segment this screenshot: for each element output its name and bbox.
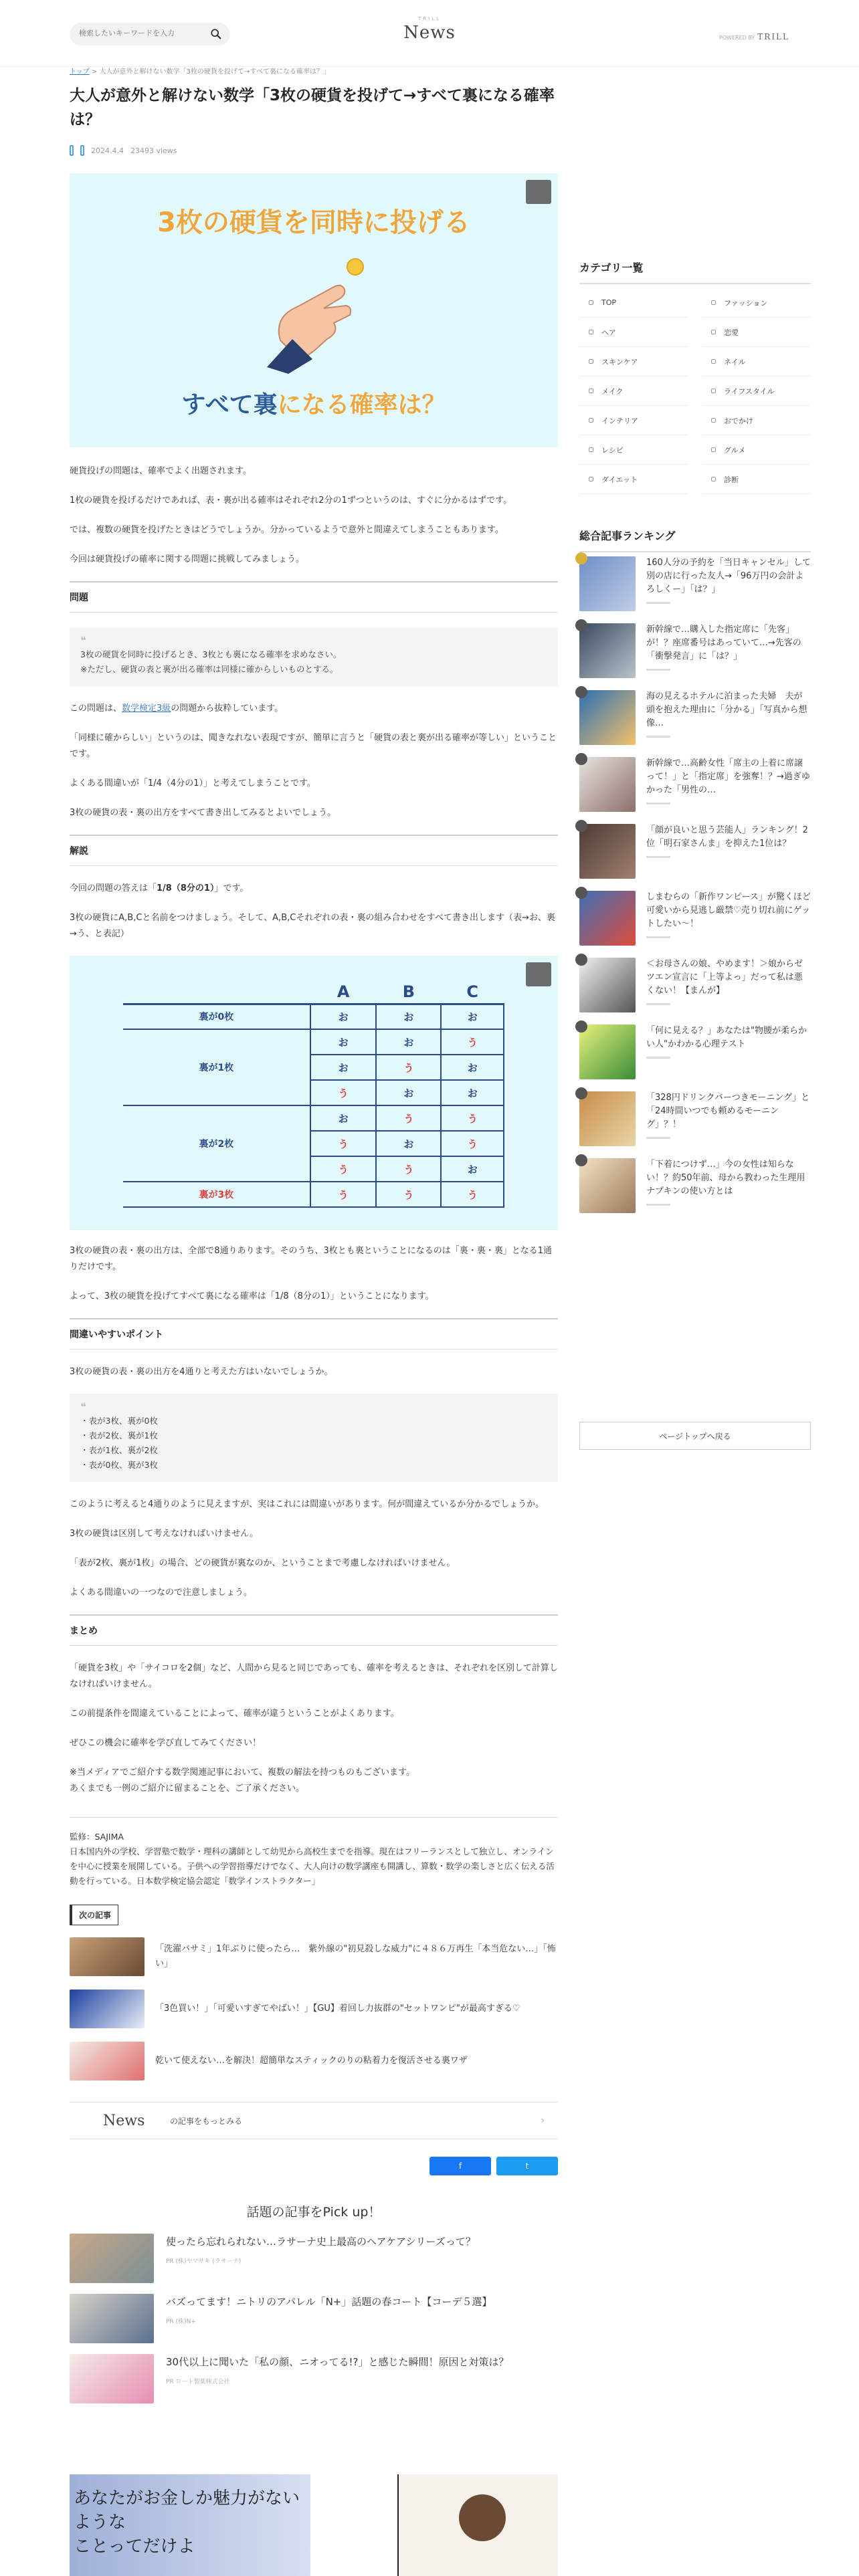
coin-table-cell: う (310, 1080, 377, 1105)
coin-table-cell: お (441, 1004, 504, 1029)
pickup-thumb[interactable] (70, 2234, 154, 2283)
mistake-list (70, 1394, 558, 1482)
ranking-item[interactable] (579, 1158, 811, 1221)
mistake-item: ・表が3枚、裏が0枚 (80, 1416, 158, 1426)
mistake-item: ・表が2枚、裏が1枚 (80, 1430, 158, 1440)
coin-table-cell: お (310, 1105, 377, 1131)
next-article-item[interactable] (70, 1988, 558, 2030)
category-bullet-icon (711, 330, 716, 334)
mistake-after-1: このように考えると4通りのように見えますが、実はこれには間違いがあります。何が間違えているか分かるでしょうか。 (70, 1499, 545, 1509)
category-bullet-icon (589, 447, 593, 452)
site-logo[interactable]: News (403, 23, 456, 43)
coin-table-cell: お (441, 1156, 504, 1182)
category-item[interactable] (579, 406, 688, 435)
category-item[interactable] (702, 318, 811, 347)
next-article-title[interactable]: 「洗濯バサミ」1年ぶりに使ったら… 紫外線の"初見殺しな威力"に４８６万再生「本当危ない…」「怖い」 (155, 1944, 556, 1969)
coin-table-cell: お (441, 1080, 504, 1105)
pickup-item-source: PR (株)ヤマサキ (ラサーナ) (166, 2258, 242, 2265)
category-item[interactable] (702, 347, 811, 377)
table-col-b: B (376, 981, 441, 1004)
problem-quote-line1: 3枚の硬貨を同時に投げるとき、3枚とも裏になる確率を求めなさい。 (80, 649, 342, 659)
ranking-source-placeholder (646, 602, 670, 604)
article-views: 23493 views (130, 146, 177, 155)
category-item[interactable] (702, 406, 811, 435)
next-article-thumb[interactable] (70, 2042, 145, 2080)
ranking-item[interactable] (579, 1091, 811, 1154)
category-label[interactable]: ネイル (724, 357, 746, 366)
math-exam-link[interactable]: 数学検定3級 (122, 704, 171, 714)
next-article-tag: 次の記事 (70, 1905, 118, 1925)
problem-quote (70, 627, 558, 686)
ranking-thumb[interactable] (579, 757, 636, 812)
coin-table-group-label: 裏が1枚 (123, 1029, 310, 1105)
coin-table-row (123, 1029, 504, 1055)
coin-table-cell: お (441, 1055, 504, 1080)
table-col-c: C (441, 981, 504, 1004)
ranking-item[interactable] (579, 556, 811, 619)
mistake-item: ・表が0枚、裏が3枚 (80, 1460, 158, 1470)
ad-character-head (459, 2494, 506, 2541)
coin-table-group-label: 裏が0枚 (123, 1004, 310, 1029)
problem-note-2: 「同様に確からしい」というのは、聞きなれない表現ですが、簡単に言うと「硬貨の表と裏が出る確率が等しい」ということです。 (70, 733, 557, 759)
ad-manga-illustration[interactable] (397, 2474, 558, 2576)
ranking-badge (575, 1021, 587, 1033)
ranking-thumb[interactable] (579, 824, 636, 879)
coin-table-cell: お (376, 1004, 441, 1029)
category-bullet-icon (589, 330, 593, 334)
coin-table-cell: お (376, 1131, 441, 1156)
ranking-badge (575, 820, 587, 832)
pickup-thumb[interactable] (70, 2294, 154, 2343)
pickup-title: 話題の記事をPick up！ (246, 2205, 381, 2220)
category-item[interactable] (702, 465, 811, 494)
ranking-thumb[interactable] (579, 556, 636, 611)
next-article-title[interactable]: 乾いて使えない…を解決！超簡単なスティックのりの粘着力を復活させる裏ワザ (155, 2056, 468, 2066)
ranking-item[interactable] (579, 690, 811, 753)
ranking-title[interactable]: 「328円ドリンクバーつきモーニング」と「24時間いつでも頼めるモーニング」？！ (646, 1093, 809, 1130)
banner-text[interactable]: の記事をもっとみる (170, 2116, 243, 2126)
category-item[interactable] (702, 435, 811, 465)
ranking-title[interactable]: しまむらの「新作ワンピース」が驚くほど可愛いから見逃し厳禁♡売り切れ前にゲットしたい〜！ (646, 892, 811, 929)
mistake-item: ・表が1枚、裏が2枚 (80, 1445, 158, 1455)
coin-table-cell: う (376, 1156, 441, 1182)
ranking-title[interactable]: 新幹線で…高齢女性「席主の上着に席譲って！」と「指定席」を強奪！？→過ぎゆかった「男性の… (646, 758, 810, 795)
category-label[interactable]: インテリア (601, 416, 638, 425)
answer-bold: 1/8（8分の1） (157, 883, 215, 893)
summary-p3: ぜひこの機会に確率を学び直してみてください！ (70, 1738, 262, 1748)
ranking-item[interactable] (579, 757, 811, 820)
ranking-thumb[interactable] (579, 1158, 636, 1213)
answer-heading: 解説 (70, 835, 558, 866)
article-meta (70, 144, 558, 157)
category-bullet-icon (711, 300, 716, 305)
category-bullet-icon (589, 359, 593, 364)
ranking-title[interactable]: 新幹線で…購入した指定席に「先客」が！？座席番号はあっていて…→先客の「衝撃発言」に「は？」 (646, 625, 801, 661)
mistake-p1: 3枚の硬貨の表・裏の出方を4通りと考えた方はいないでしょうか。 (70, 1367, 333, 1377)
ranking-thumb[interactable] (579, 690, 636, 745)
sidebar (579, 259, 811, 1450)
logo-superscript: TRILL (417, 16, 441, 21)
category-bullet-icon (711, 477, 716, 481)
facebook-mini-icon[interactable] (70, 145, 74, 156)
coin-outcomes-image (70, 956, 558, 1230)
category-bullet-icon (589, 477, 593, 481)
answer-p2: 3枚の硬貨にA,B,Cと名前をつけましょう。そして、A,B,Cそれぞれの表・裏の組み合わせをすべて書き出します（表→お、裏→う、と表記） (70, 913, 555, 939)
answer-pre: 今回の問題の答えは「 (70, 883, 157, 893)
category-label[interactable]: おでかけ (724, 416, 753, 425)
ranking-heading: 総合記事ランキング (579, 528, 811, 552)
category-label[interactable]: ファッション (724, 298, 768, 308)
ranking-source-placeholder (646, 1137, 670, 1139)
problem-note-3: よくある間違いが「1/4（4分の1）」と考えてしまうことです。 (70, 778, 316, 788)
problem-quote-line2: ※ただし、硬貨の表と裏が出る確率は同様に確からしいものとする。 (80, 664, 339, 674)
ranking-badge (575, 619, 587, 631)
ranking-item[interactable] (579, 891, 811, 954)
coin-table-row (123, 1004, 504, 1029)
gallery-icon[interactable] (526, 962, 551, 986)
note-prefix: この問題は、 (70, 704, 122, 714)
category-label[interactable]: 恋愛 (724, 328, 739, 337)
twitter-icon: t (525, 2161, 529, 2171)
coin-table-cell: う (310, 1182, 377, 1207)
mistake-after-2: 3枚の硬貨は区別して考えなければいけません。 (70, 1529, 259, 1539)
ranking-badge (575, 954, 587, 966)
table-col-a: A (310, 981, 377, 1004)
quote-icon: ❝ (80, 1400, 86, 1413)
supervisor-text: 日本国内外の学校、学習塾で数学・理科の講師として幼児から高校生までを指導。現在はフリーランスとして独立し、オンラインを中心に授業を展開している。子供への学習指導だけでなく、大人向けの数学講座も開講し、算数・数学の楽しさと広く伝える活動を行っている。日本数学検定協会認定「数学インストラクター」 (70, 1846, 555, 1886)
mistake-heading: 間違いやすいポイント (70, 1318, 558, 1350)
bottom-ad[interactable] (70, 2474, 558, 2576)
ranking-badge (575, 753, 587, 765)
after-table-p2: よって、3枚の硬貨を投げてすべて裏になる確率は「1/8（8分の1）」ということになります。 (70, 1291, 434, 1301)
coin-table-cell: う (376, 1055, 441, 1080)
hero-line1: 3枚の硬貨を同時に投げる (157, 207, 470, 238)
ranking-list (579, 556, 811, 1221)
site-header (0, 0, 859, 67)
intro-p1: 硬貨投げの問題は、確率でよく出題されます。 (70, 466, 252, 476)
ranking-title[interactable]: 「何に見える？」あなたは"物腰が柔らかい人"かわかる心理テスト (646, 1026, 807, 1049)
summary-p1: 「硬貨を3枚」や「サイコロを2個」など、人間から見ると同じであっても、確率を考えるときは、それぞれを区別して計算しなければいけません。 (70, 1663, 558, 1689)
coin-table-row (123, 1182, 504, 1207)
hero-line2-blue: すべて裏 (181, 391, 278, 419)
hand-tossing-coin-illustration (260, 253, 374, 374)
hero-image (70, 173, 558, 447)
breadcrumb: トップ > 大人が意外と解けない数学「3枚の硬貨を投げて→すべて裏になる確率は？」 (70, 68, 330, 76)
ranking-item[interactable] (579, 1025, 811, 1087)
breadcrumb-current: 大人が意外と解けない数学「3枚の硬貨を投げて→すべて裏になる確率は？」 (99, 68, 330, 76)
next-article-item[interactable] (70, 2040, 558, 2082)
powered-by (719, 32, 789, 41)
ranking-item[interactable] (579, 824, 811, 887)
facebook-icon: f (458, 2161, 462, 2171)
chevron-right-icon: › (541, 2115, 545, 2126)
divider (70, 1817, 558, 1818)
ranking-title[interactable]: 「下着につけず…」今の女性は知らない！？約50年前、母から教わった生理用ナプキンの使い方とは (646, 1160, 805, 1196)
coin-table-cell: う (310, 1156, 377, 1182)
ranking-badge (575, 1154, 587, 1166)
more-articles-banner[interactable] (70, 2102, 558, 2139)
category-item[interactable] (579, 435, 688, 465)
ranking-thumb[interactable] (579, 623, 636, 678)
category-item[interactable] (579, 347, 688, 377)
ranking-badge (575, 686, 587, 698)
category-label[interactable]: グルメ (724, 445, 746, 455)
intro-p4: 今回は硬貨投げの確率に関する問題に挑戦してみましょう。 (70, 554, 305, 564)
pickup-item-source: PR ロート製薬株式会社 (166, 2379, 230, 2385)
category-item[interactable] (702, 377, 811, 406)
coin-table-cell: う (310, 1131, 377, 1156)
hero-line2-orange: になる確率は？ (277, 391, 446, 419)
ranking-source-placeholder (646, 736, 670, 738)
supervisor-title: 監修：SAJIMA (70, 1832, 124, 1842)
coin-table-cell: う (376, 1182, 441, 1207)
ranking-thumb[interactable] (579, 1025, 636, 1079)
ranking-source-placeholder (646, 802, 670, 804)
coin-table-cell: う (441, 1105, 504, 1131)
mistake-after-4: よくある間違いの一つなので注意しましょう。 (70, 1588, 253, 1598)
share-buttons (70, 2157, 558, 2175)
category-label[interactable]: ダイエット (601, 475, 638, 484)
category-label[interactable]: レシピ (601, 445, 624, 455)
next-article-item[interactable] (70, 1936, 558, 1977)
category-bullet-icon (711, 447, 716, 452)
category-bullet-icon (711, 359, 716, 364)
pickup-item-title[interactable]: バズってます！ニトリのアパレル「N+」話題の春コート【コーデ５選】 (166, 2296, 492, 2308)
ranking-badge (575, 552, 587, 564)
ranking-item[interactable] (579, 958, 811, 1021)
intro-p3: では、複数の硬貨を投げたときはどうでしょうか。分かっているようで意外と間違えてしまうこともあります。 (70, 525, 504, 535)
category-item[interactable] (579, 377, 688, 406)
breadcrumb-home[interactable]: トップ (70, 68, 90, 76)
category-list (579, 288, 811, 494)
hero-line2 (70, 386, 558, 420)
ranking-item[interactable] (579, 623, 811, 686)
ranking-title[interactable]: ＜お母さんの娘、やめます！＞娘からゼツエン宣言に「上等よっ」だって私は悪くない！【まんが】 (646, 959, 803, 996)
after-table-p1: 3枚の硬貨の表・裏の出方は、全部で8通りあります。そのうち、3枚とも裏ということになるのは「裏・裏・裏」となる1通りだけです。 (70, 1246, 553, 1272)
gallery-icon[interactable] (526, 180, 551, 204)
coin-table-cell: お (376, 1029, 441, 1055)
summary-heading: まとめ (70, 1614, 558, 1646)
coin-table-cell: お (376, 1080, 441, 1105)
category-label[interactable]: 診断 (724, 475, 739, 484)
category-label[interactable]: TOP (601, 298, 617, 307)
twitter-share-button[interactable] (496, 2157, 558, 2175)
category-bullet-icon (711, 389, 716, 393)
ranking-thumb[interactable] (579, 958, 636, 1012)
supervisor-block (70, 1830, 558, 1889)
category-item[interactable] (579, 465, 688, 494)
article-main (70, 66, 558, 2414)
category-bullet-icon (589, 418, 593, 423)
ranking-title[interactable]: 160人分の予約を「当日キャンセル」して別の店に行った友人→「96万円の会計よろしくー」「は？」 (646, 558, 811, 595)
ranking-source-placeholder (646, 936, 670, 938)
problem-note-1 (70, 701, 558, 717)
ranking-badge (575, 1087, 587, 1099)
answer-p1 (70, 881, 558, 897)
category-label[interactable]: スキンケア (601, 357, 638, 366)
coin-table-cell: お (310, 1055, 377, 1080)
pickup-item[interactable] (70, 2234, 558, 2283)
category-label[interactable]: ヘア (601, 328, 616, 337)
ranking-title[interactable]: 「顔が良いと思う芸能人」ランキング！2位「明石家さんま」を抑えた1位は？ (646, 825, 808, 849)
summary-p2: この前提条件を間違えていることによって、確率が違うということがよくあります。 (70, 1709, 399, 1719)
category-bullet-icon (711, 418, 716, 423)
ranking-source-placeholder (646, 1204, 670, 1206)
answer-post: 」です。 (214, 883, 249, 893)
pickup-item-source: PR (株)N+ (166, 2319, 196, 2325)
article-title: 大人が意外と解けない数学「3枚の硬貨を投げて→すべて裏になる確率は？ (70, 87, 555, 128)
ranking-source-placeholder (646, 669, 670, 671)
coin-table-cell: お (310, 1004, 377, 1029)
ranking-source-placeholder (646, 1057, 670, 1059)
powered-by-brand[interactable]: TRILL (757, 32, 789, 41)
pickup-item-title[interactable]: 使ったら忘れられない…ラサーナ史上最高のヘアケアシリーズって？ (166, 2236, 476, 2248)
facebook-share-button[interactable] (430, 2157, 491, 2175)
table-corner (123, 981, 310, 1004)
banner-logo[interactable]: News (103, 2112, 145, 2129)
powered-by-label: POWERED BY (719, 35, 755, 41)
category-heading: カテゴリ一覧 (579, 259, 811, 284)
ranking-source-placeholder (646, 856, 670, 858)
coin-table-group-label: 裏が2枚 (123, 1105, 310, 1182)
coin-table-cell: う (441, 1182, 504, 1207)
page-top-button[interactable]: ページトップへ戻る (579, 1422, 811, 1450)
category-label[interactable]: メイク (601, 387, 624, 396)
twitter-mini-icon[interactable] (80, 145, 84, 156)
pickup-item[interactable] (70, 2354, 558, 2403)
quote-icon: ❝ (80, 634, 86, 647)
next-article-title[interactable]: 「3色買い！」「可愛いすぎてやばい！」【GU】着回し力抜群の"セットワンピ"が最高すぎる♡ (155, 2004, 520, 2014)
ranking-source-placeholder (646, 1003, 670, 1005)
ranking-badge (575, 887, 587, 899)
coin-table-cell: う (441, 1029, 504, 1055)
mistake-after-3: 「表が2枚、裏が1枚」の場合、どの硬貨が裏なのか、ということまで考慮しなければいけません。 (70, 1558, 456, 1568)
intro-p2: 1枚の硬貨を投げるだけであれば、表・裏が出る確率はそれぞれ2分の1ずつというのは、すぐに分かるはずです。 (70, 496, 512, 506)
next-article-thumb[interactable] (70, 1990, 145, 2028)
pickup-thumb[interactable] (70, 2354, 154, 2403)
note-suffix: の問題から抜粋しています。 (171, 704, 284, 714)
problem-note-4: 3枚の硬貨の表・裏の出方をすべて書き出してみるとよいでしょう。 (70, 808, 337, 818)
coin-table-cell: う (376, 1105, 441, 1131)
ad-manga-panel-text[interactable]: あなたがお金しか魅力がないような ことってだけよ (70, 2474, 310, 2576)
ranking-title[interactable]: 海の見えるホテルに泊まった夫婦 夫が頭を抱えた理由に「分かる」「写真から想像… (646, 691, 807, 728)
category-label[interactable]: ライフスタイル (724, 387, 775, 396)
category-item[interactable] (579, 318, 688, 347)
coin-table-cell: お (310, 1029, 377, 1055)
coin-table-cell: う (441, 1131, 504, 1156)
category-bullet-icon (589, 389, 593, 393)
pickup-item[interactable] (70, 2294, 558, 2343)
coin-table-group-label: 裏が3枚 (123, 1182, 310, 1207)
coin-table-row (123, 1105, 504, 1131)
ranking-thumb[interactable] (579, 891, 636, 946)
article-date: 2024.4.4 (91, 146, 124, 155)
ranking-thumb[interactable] (579, 1091, 636, 1146)
category-item[interactable] (702, 288, 811, 318)
pickup-item-title[interactable]: 30代以上に聞いた「私の顔、ニオってる!?」と感じた瞬間！原因と対策は？ (166, 2356, 509, 2368)
next-article-thumb[interactable] (70, 1937, 145, 1976)
category-item[interactable] (579, 288, 688, 318)
problem-heading: 問題 (70, 581, 558, 613)
summary-disclaimer: ※当メディアでご紹介する数学関連記事において、複数の解法を持つものもございます。 あくまでも一例のご紹介に留まることを、ご了承ください。 (70, 1767, 415, 1794)
coin-outcomes-table (123, 981, 504, 1208)
category-bullet-icon (589, 300, 593, 305)
